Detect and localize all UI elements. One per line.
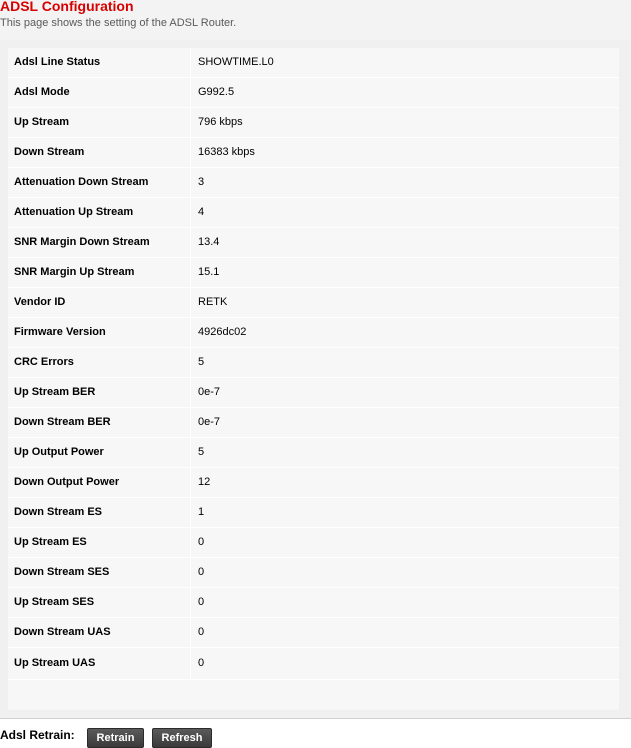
row-label: Vendor ID	[8, 288, 191, 317]
row-label: Up Output Power	[8, 438, 191, 467]
row-value: RETK	[198, 296, 228, 308]
row-label: CRC Errors	[8, 348, 191, 377]
row-value: 12	[198, 476, 211, 488]
table-row	[8, 588, 619, 618]
page-title: ADSL Configuration	[0, 0, 134, 14]
row-label: Up Stream	[8, 108, 191, 137]
row-label: Attenuation Up Stream	[8, 198, 191, 227]
row-label: Down Stream UAS	[8, 618, 191, 647]
row-value: 796 kbps	[198, 116, 243, 128]
row-value: 1	[198, 506, 205, 518]
row-label: Down Stream	[8, 138, 191, 167]
table-row	[8, 288, 619, 318]
table-row	[8, 318, 619, 348]
row-value: 0	[198, 657, 205, 669]
row-value: G992.5	[198, 86, 235, 98]
table-row	[8, 378, 619, 408]
table-row	[8, 198, 619, 228]
row-value: 0e-7	[198, 386, 221, 398]
table-row	[8, 648, 619, 680]
retrain-bar	[0, 718, 631, 746]
row-label: Up Stream BER	[8, 378, 191, 407]
row-label: Down Output Power	[8, 468, 191, 497]
row-value: 5	[198, 356, 205, 368]
row-label: Adsl Line Status	[8, 48, 191, 77]
refresh-button[interactable]: Refresh	[152, 728, 212, 748]
row-value: 0	[198, 536, 205, 548]
table-row	[8, 108, 619, 138]
row-value: 0e-7	[198, 416, 221, 428]
page-header	[0, 0, 631, 41]
table-row	[8, 498, 619, 528]
table-row	[8, 258, 619, 288]
row-label: Up Stream UAS	[8, 648, 191, 679]
row-value: 0	[198, 626, 205, 638]
table-row	[8, 618, 619, 648]
table-row	[8, 528, 619, 558]
row-value: 5	[198, 446, 205, 458]
row-value: 4926dc02	[198, 326, 247, 338]
table-row	[8, 168, 619, 198]
row-value: 15.1	[198, 266, 220, 278]
row-value: 13.4	[198, 236, 220, 248]
row-value: 0	[198, 566, 205, 578]
table-row	[8, 78, 619, 108]
table-row	[8, 348, 619, 378]
content-panel	[0, 40, 631, 718]
row-label: Up Stream SES	[8, 588, 191, 617]
row-value: 4	[198, 206, 205, 218]
table-row	[8, 408, 619, 438]
row-label: SNR Margin Up Stream	[8, 258, 191, 287]
page-subtitle: This page shows the setting of the ADSL Router.	[0, 17, 237, 29]
row-value: 3	[198, 176, 205, 188]
row-label: Down Stream ES	[8, 498, 191, 527]
row-label: Down Stream SES	[8, 558, 191, 587]
row-label: Attenuation Down Stream	[8, 168, 191, 197]
row-label: SNR Margin Down Stream	[8, 228, 191, 257]
row-label: Adsl Mode	[8, 78, 191, 107]
table-row	[8, 438, 619, 468]
row-value: SHOWTIME.L0	[198, 56, 274, 68]
table-row	[8, 558, 619, 588]
table-row	[8, 48, 619, 78]
table-row	[8, 228, 619, 258]
retrain-button[interactable]: Retrain	[87, 728, 144, 748]
row-label: Firmware Version	[8, 318, 191, 347]
adsl-status-table	[8, 48, 619, 710]
table-row	[8, 468, 619, 498]
row-label: Down Stream BER	[8, 408, 191, 437]
adsl-retrain-label: Adsl Retrain:	[0, 728, 75, 742]
table-row	[8, 138, 619, 168]
row-label: Up Stream ES	[8, 528, 191, 557]
row-value: 16383 kbps	[198, 146, 255, 158]
row-value: 0	[198, 596, 205, 608]
